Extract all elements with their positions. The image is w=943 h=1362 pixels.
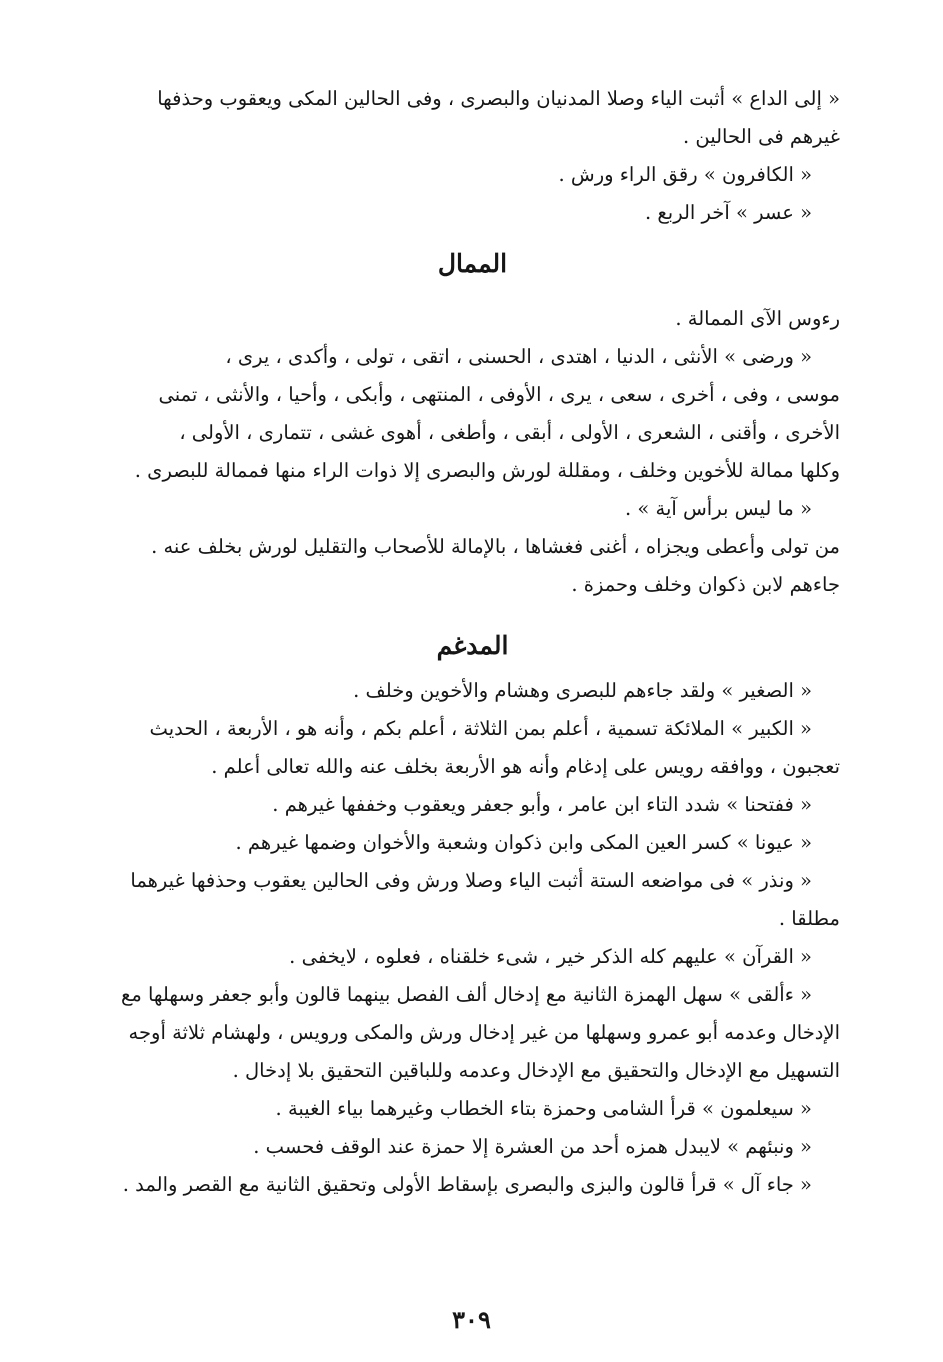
text-line: « ورضى » الأنثى ، الدنيا ، اهتدى ، الحسنى ، اتقى ، تولى ، وأكدى ، يرى ، — [225, 345, 812, 368]
section-mumal — [105, 300, 840, 604]
section-top — [105, 80, 840, 232]
page-body — [105, 80, 840, 1204]
text-line: « القرآن » عليهم كله الذكر خير ، شىء خلقناه ، فعلوه ، لايخفى . — [289, 945, 812, 968]
text-line: من تولى وأعطى ويجزاه ، أغنى فغشاها ، بالإمالة للأصحاب والتقليل لورش بخلف عنه . — [151, 535, 840, 558]
text-line: « الكبير » الملائكة تسمية ، أعلم بمن الثلاثة ، أعلم بكم ، وأنه هو ، الأربعة ، الحديث — [149, 717, 812, 740]
text-line: « ءألقى » سهل الهمزة الثانية مع إدخال ألف الفصل بينهما قالون وأبو جعفر وسهلها مع — [120, 983, 812, 1006]
text-line: « ما ليس برأس آية » . — [624, 497, 812, 520]
text-line: « ونبئهم » لايبدل همزه أحد من العشرة إلا حمزة عند الوقف فحسب . — [253, 1135, 812, 1158]
text-line: جاءهم لابن ذكوان وخلف وحمزة . — [571, 573, 840, 596]
text-line: « ونذر » فى مواضعه الستة أثبت الياء وصلا ورش وفى الحالين يعقوب وحذفها غيرهما — [130, 869, 812, 892]
text-line: « عيونا » كسر العين المكى وابن ذكوان وشعبة والأخوان وضمها غيرهم . — [235, 831, 812, 854]
text-line: « سيعلمون » قرأ الشامى وحمزة بتاء الخطاب وغيرهما بياء الغيبة . — [275, 1097, 812, 1120]
text-line: التسهيل مع الإدخال والتحقيق مع الإدخال وعدمه وللباقين التحقيق بلا إدخال . — [232, 1059, 840, 1082]
text-line: الإدخال وعدمه أبو عمرو وسهلها من غير إدخال ورش والمكى ورويس ، ولهشام ثلاثة أوجه — [128, 1021, 840, 1044]
section-mudgham — [105, 672, 840, 1204]
section-heading-mudgham: المدغم — [436, 631, 509, 660]
text-line: « ففتحنا » شدد التاء ابن عامر ، وأبو جعفر ويعقوب وخففها غيرهم . — [272, 793, 812, 816]
text-line: تعجبون ، ووافقه رويس على إدغام وأنه هو الأربعة بخلف عنه والله تعالى أعلم . — [211, 755, 840, 778]
text-line: رءوس الآى الممالة . — [675, 307, 840, 330]
text-line: الأخرى ، وأقنى ، الشعرى ، الأولى ، أبقى ، وأطغى ، أهوى غشى ، تتمارى ، الأولى ، — [179, 421, 840, 444]
text-line: « جاء آل » قرأ قالون والبزى والبصرى بإسقاط الأولى وتحقيق الثانية مع القصر والمد . — [122, 1173, 812, 1196]
text-line: موسى ، وفى ، أخرى ، سعى ، يرى ، الأوفى ، المنتهى ، وأبكى ، وأحيا ، والأنثى ، تمنى — [158, 383, 840, 406]
text-line: « الصغير » ولقد جاءهم للبصرى وهشام والأخوين وخلف . — [353, 679, 812, 702]
text-line: مطلقا . — [778, 907, 840, 930]
text-line: « الكافرون » رقق الراء ورش . — [558, 163, 812, 186]
text-line: « إلى الداع » أثبت الياء وصلا المدنيان والبصرى ، وفى الحالين المكى ويعقوب وحذفها — [157, 87, 840, 110]
section-heading-mumal: الممال — [437, 249, 508, 278]
text-line: وكلها ممالة للأخوين وخلف ، ومقللة لورش والبصرى إلا ذوات الراء منها فممالة للبصرى . — [134, 459, 840, 482]
text-line: « عسر » آخر الربع . — [645, 201, 812, 224]
page-number: ٣٠٩ — [452, 1305, 491, 1334]
text-line: غيرهم فى الحالين . — [682, 125, 840, 148]
